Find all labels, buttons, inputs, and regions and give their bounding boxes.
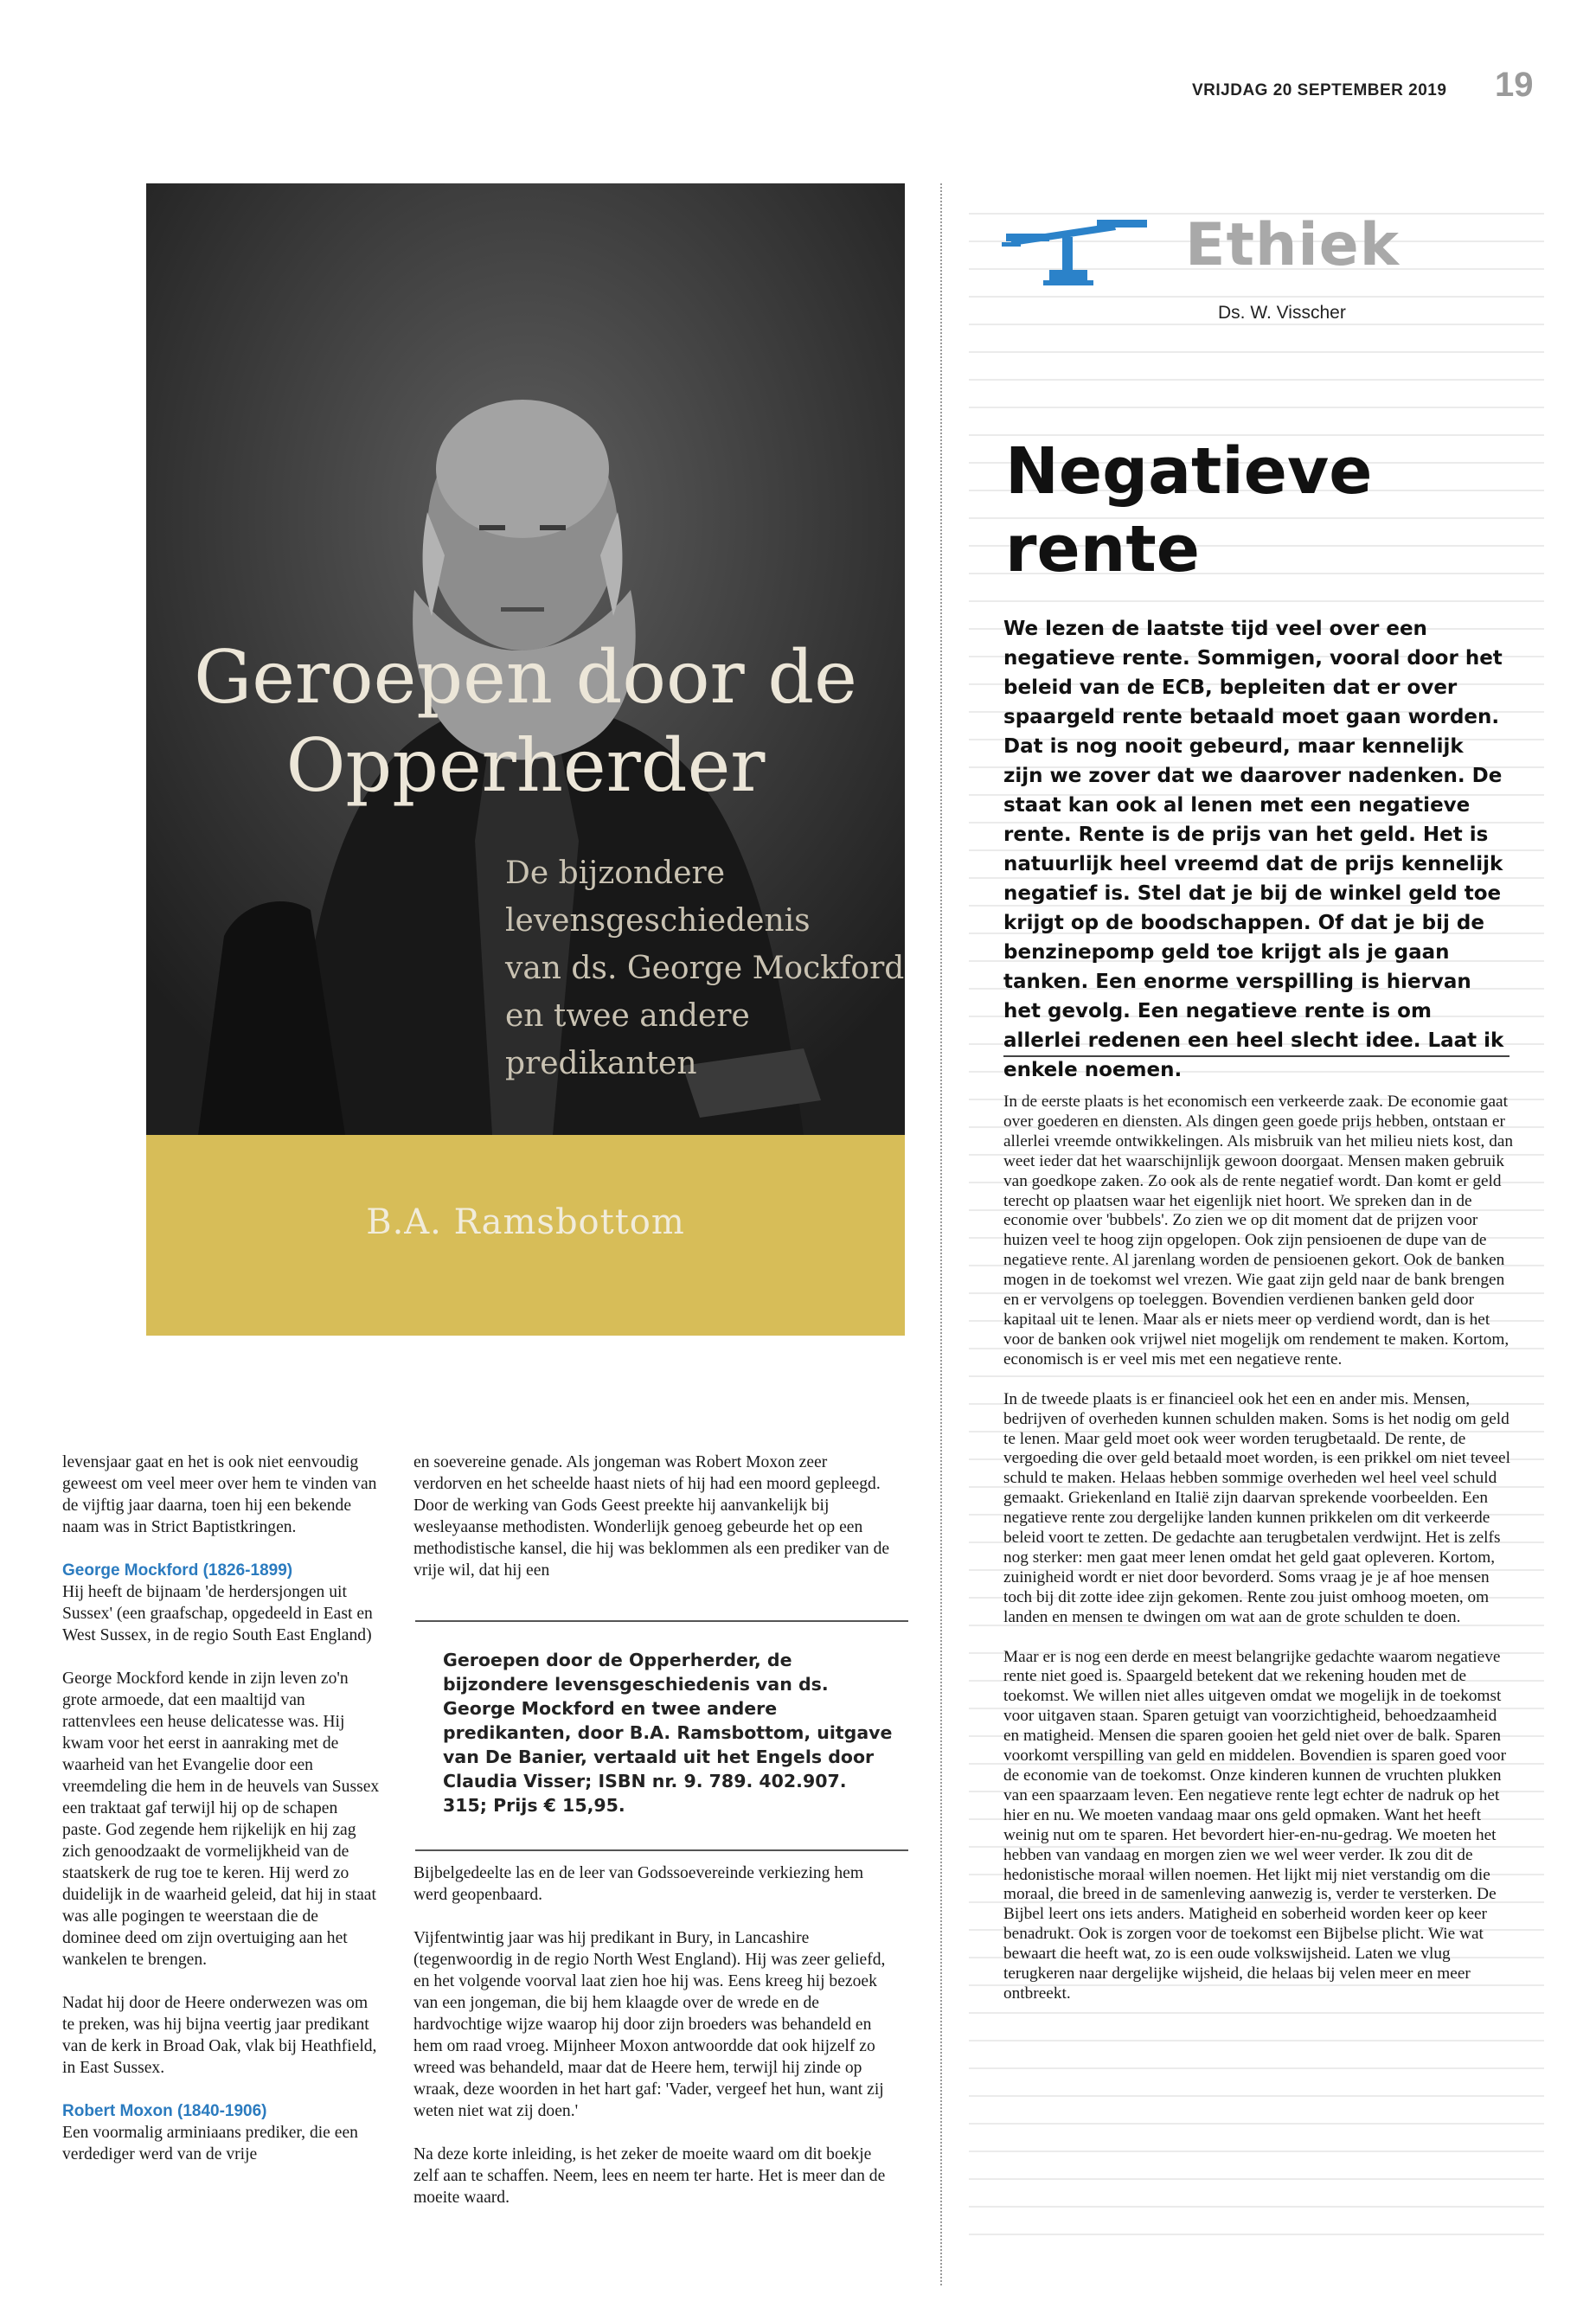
ethiek-paragraph: In de eerste plaats is het economisch een verkeerde zaak. De economie gaat over goederen en diensten. Als dingen geen goede prijs hebben, ontstaan er allerlei vreemde ontwikkelingen. Als misbruik van het milieu niets kost, dan weet ieder dat het waarschijnlijk gewoon doorgaat. Mensen maken gebruik van goedkope zaken. Zo ook als de rente negatief wordt. Dan komt er geld terecht op plaatsen waar het eigenlijk niet hoort. We spreken dan in de economie over 'bubbels'. Zo zien we op dit moment dat de prijzen voor huizen veel te hoog zijn opgelopen. Ook zijn pensioenen de dupe van de negatieve rente. Al jarenlang worden de pensioenen gekort. Ook de banken mogen in de toekomst wel vrezen. Wie gaat zijn geld naar de bank brengen en er vervolgens op toeleggen. Bovendien verdienen banken geld door kapitaal uit te lenen. Maar als er niets meer op verdiend wordt, dan is het voor de banken ook vrijwel niet mogelijk om rendement te maken. Kortom, economisch is er veel mis met een negatieve rente. (1003, 1093, 1514, 1368)
cover-subtitle-line: predikanten (505, 1046, 697, 1081)
mockford-paragraph: Hij heeft de bijnaam 'de herdersjongen uit Sussex' (een graafschap, opgedeeld in East en West Sussex, in de regio South East England) (62, 1583, 373, 1644)
book-info-box (415, 1620, 908, 1851)
left-column (62, 1452, 381, 2187)
ethiek-paragraph: In de tweede plaats is er financieel ook het een en ander mis. Mensen, bedrijven of overheden kunnen schulden maken. Soms is het nodig om geld te lenen. Maar geld moet ook weer worden terugbetaald. De rente, de vergoeding die over geld betaald moet worden, is een prikkel om niet teveel schuld te maken. Helaas hebben sommige overheden wel heel veel schuld gemaakt. Griekenland en Italië zijn daarvan sprekende voorbeelden. Een negatieve rente zou dergelijke landen kunnen prikkelen om dit verkeerde beleid voort te zetten. De gedachte aan terugbetalen verdwijnt. Het is zelfs nog sterker: men gaat meer lenen omdat het geld gaat opleveren. Kortom, zuinigheid wordt er niet door bevorderd. Soms vraag je je af hoe mensen toch bij dit zotte idee zijn gekomen. Rente zou juist omhoog moeten, om landen en mensen te dwingen om wat aan de grote schulden te doen. (1003, 1389, 1510, 1626)
middle-column-top (413, 1452, 891, 1603)
mockford-paragraph: George Mockford kende in zijn leven zo'n grote armoede, dat een maaltijd van rattenvlees een heuse delicatesse was. Hij kwam voor het eerst in aanraking met de waarheid van het Evangelie door een vreemdeling die hem in de heuvels van Sussex een traktaat gaf terwijl hij op de schapen paste. God zegende hem rijkelijk en hij zag zich genoodzaakt de vormelijkheid van de staatskerk de rug toe te keren. Hij werd zo duidelijk in de waarheid geleid, dat hij in staat was alle pogingen te weerstaan die de dominee deed om zijn overtuiging aan het wankelen te brengen. (62, 1670, 380, 1969)
article-title-line2: rente (1005, 512, 1200, 586)
article-lead: We lezen de laatste tijd veel over een negatieve rente. Sommigen, vooral door het beleid van de ECB, bepleiten dat er over spaargeld rente betaald moet gaan worden. Dat is nog nooit gebeurd, maar kennelijk zijn we zover dat we daarover nadenken. De staat kan ook al lenen met een negatieve rente. Rente is de prijs van het geld. Het is natuurlijk heel vreemd dat de prijs kennelijk negatief is. Stel dat je bij de winkel geld toe krijgt op de boodschappen. Of dat je bij de benzinepomp geld toe krijgt als je gaan tanken. Een enorme verspilling is hiervan het gevolg. Een negatieve rente is om allerlei redenen een heel slecht idee. Laat ik enkele noemen. (1003, 618, 1504, 1081)
mockford-paragraph: Nadat hij door de Heere onderwezen was om te preken, was hij bijna veertig jaar predikant van de kerk in Broad Oak, vlak bij Heathfield, in East Sussex. (62, 1994, 377, 2077)
article-title (1005, 433, 1372, 588)
cover-title-line2: Opperherder (285, 723, 766, 808)
middle-column-bottom (413, 1862, 891, 2230)
ethiek-paragraph: Maar er is nog een derde en meest belangrijke gedachte waarom negatieve rente niet goed is. Spaargeld betekent dat we rekening houden met de toekomst. We willen niet alles uitgeven omdat we mogelijk in de toekomst voor uitgaven staan. Sparen getuigt van voorzichtigheid, behoedzaamheid en matigheid. Mensen die sparen gooien het geld niet over de balk. Sparen voorkomt verspilling van geld en middelen. Bovendien is sparen goed voor de economie van de toekomst. Onze kinderen kunnen de vruchten plukken van een spaarzaam leven. Een negatieve rente legt echter de nadruk op het hier en nu. We moeten vandaag maar ons geld opmaken. Want het heeft weinig nut om te sparen. Het bevordert hier-en-nu-gedrag. We moeten het hebben van vandaag en morgen zien we wel weer verder. Ik zou dit de hedonistische moraal willen noemen. Het lijkt mij niet verstandig om die moraal, die breed in de samenleving aanwezig is, verder te versterken. De Bijbel leert ons iets anders. Matigheid en soberheid worden keer op keer benadrukt. Ook is zorgen voor de toekomst een Bijbelse plicht. Wie wat bewaart die heeft wat, zo is een oude volkswijsheid. Laten we vlug terugkeren naar dergelijke wijsheid, die helaas bij velen meer en meer ontbreekt. (1003, 1647, 1506, 2003)
book-info-text: Geroepen door de Opperherder, de bijzondere levensgeschiedenis van ds. George Mockford en twee andere predikanten, door B.A. Ramsbottom, uitgave van De Banier, vertaald uit het Engels door Claudia Visser; ISBN nr. 9. 789. 402.907. 315; Prijs € 15,95. (443, 1650, 893, 1816)
middle-paragraph: Na deze korte inleiding, is het zeker de moeite waard om dit boekje zelf aan te schaffen. Neem, lees en neem ter harte. Het is meer dan de moeite waard. (413, 2145, 886, 2207)
left-intro: levensjaar gaat en het is ook niet eenvoudig geweest om veel meer over hem te vinden van de vijftig jaar daarna, toen hij een bekende naam was in Strict Baptistkringen. (62, 1453, 377, 1536)
book-cover-image (146, 183, 905, 1336)
cover-author: B.A. Ramsbottom (366, 1202, 685, 1242)
column-divider (940, 183, 942, 2285)
cover-subtitle-line: levensgeschiedenis (505, 903, 811, 939)
middle-paragraph: Bijbelgedeelte las en de leer van Godssoevereinde verkiezing hem werd geopenbaard. (413, 1864, 864, 1904)
cover-subtitle-line: De bijzondere (505, 856, 726, 891)
moxon-paragraph: Een voormalig arminiaans prediker, die een verdediger werd van de vrije (62, 2124, 358, 2163)
page-number: 19 (1495, 66, 1534, 104)
cover-subtitle-line: en twee andere (505, 998, 750, 1034)
header-date: VRIJDAG 20 SEPTEMBER 2019 (1192, 81, 1447, 99)
mockford-heading: George Mockford (1826-1899) (62, 1561, 293, 1580)
moxon-heading: Robert Moxon (1840-1906) (62, 2102, 267, 2120)
cover-title (146, 633, 905, 810)
scale-icon (1002, 213, 1149, 295)
lead-divider (1003, 1055, 1509, 1057)
section-label: Ethiek (1185, 211, 1401, 279)
ethiek-body (1003, 1093, 1514, 2004)
middle-top-paragraph: en soevereine genade. Als jongeman was Robert Moxon zeer verdorven en het scheelde haast niets of hij had een moord gepleegd. Door de werking van Gods Geest preekte hij aanvankelijk bij wesleyaanse methodisten. Wonderlijk genoeg gebeurde het op een methodistische kansel, die hij was beklommen als een prediker van de vrije wil, dat hij een (413, 1453, 890, 1580)
article-author: Ds. W. Visscher (1218, 303, 1346, 323)
article-title-line1: Negatieve (1005, 434, 1373, 509)
cover-subtitle (505, 849, 904, 1087)
cover-subtitle-line: van ds. George Mockford (505, 951, 905, 986)
middle-paragraph: Vijfentwintig jaar was hij predikant in Bury, in Lancashire (tegenwoordig in de regio North West England). Hij was zeer geliefd, en het volgende voorval laat zien hoe hij was. Eens kreeg hij bezoek van een jongeman, die bij hem klaagde over de wrede en de hardvochtige wijze waarop hij door zijn broeders was behandeld en hem om raad vroeg. Mijnheer Moxon antwoordde dat ook hijzelf zo wreed was behandeld, maar dat de Heere hem, terwijl hij zinde op wraak, deze woorden in het hart gaf: 'Vader, vergeef het hun, want zij weten niet wat zij doen.' (413, 1929, 886, 2120)
cover-title-line1: Geroepen door de (194, 635, 857, 720)
